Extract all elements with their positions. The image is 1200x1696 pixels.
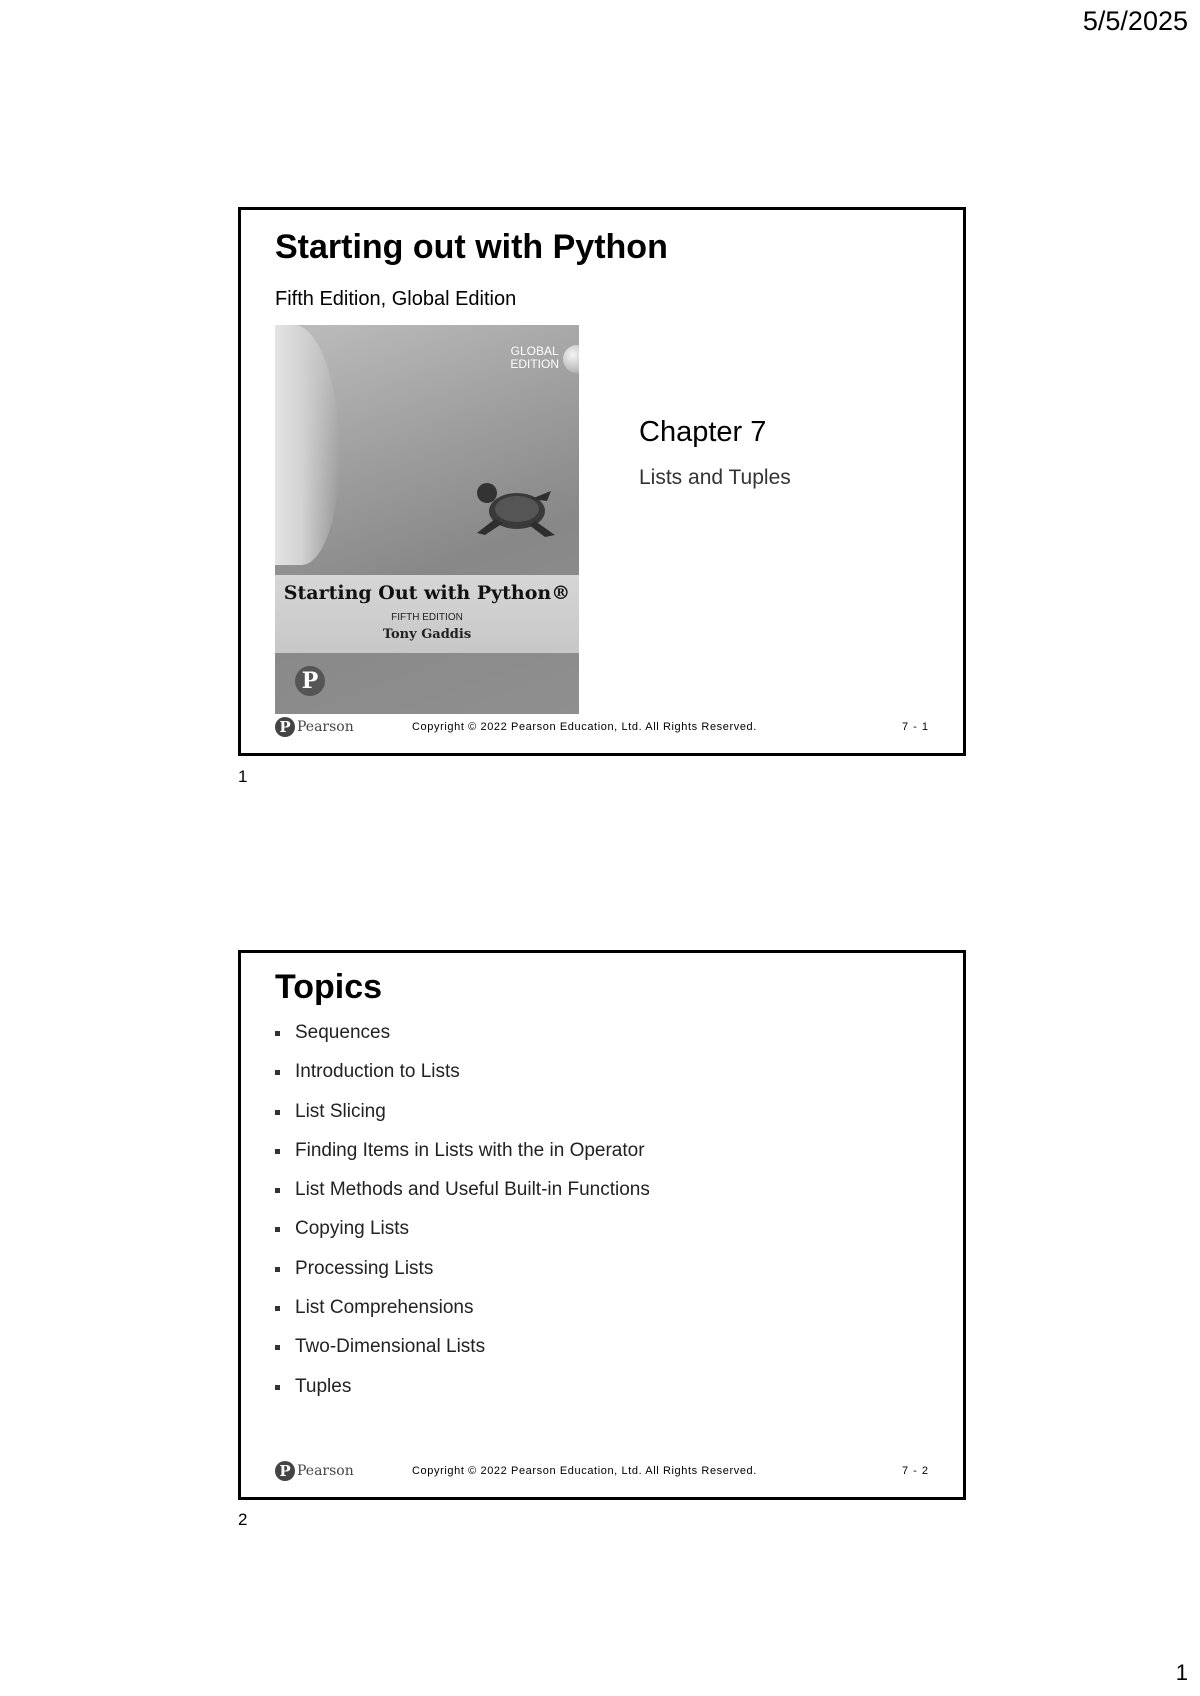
list-item: Finding Items in Lists with the in Operator	[275, 1139, 650, 1178]
pearson-logo: P Pearson	[275, 717, 354, 737]
cover-author: Tony Gaddis	[382, 627, 472, 642]
list-item: Two-Dimensional Lists	[275, 1335, 650, 1374]
pearson-logo-icon: P	[295, 666, 325, 696]
bullet-icon	[275, 1070, 280, 1075]
bullet-icon	[275, 1031, 280, 1036]
bullet-icon	[275, 1385, 280, 1390]
book-cover-image	[275, 325, 579, 714]
slide-label: 1	[238, 767, 248, 786]
slide-2	[238, 950, 966, 1500]
slide-title: Topics	[275, 968, 383, 1006]
global-edition-badge: GLOBAL EDITION	[510, 344, 559, 371]
pearson-p-icon: P	[275, 717, 295, 737]
list-item: List Methods and Useful Built-in Functions	[275, 1178, 650, 1217]
list-item: Processing Lists	[275, 1257, 650, 1296]
slide-number: 7 - 1	[901, 721, 929, 733]
chapter-heading: Chapter 7	[639, 416, 767, 448]
copyright-notice: Copyright © 2022 Pearson Education, Ltd. All Rights Reserved.	[412, 721, 757, 733]
slide-label: 2	[238, 1510, 248, 1529]
cover-title-band	[275, 575, 579, 653]
cover-title: Starting Out with Python®	[283, 582, 571, 604]
slide-subtitle: Fifth Edition, Global Edition	[275, 288, 517, 310]
bullet-icon	[275, 1267, 280, 1272]
bullet-icon	[275, 1110, 280, 1115]
list-item: Introduction to Lists	[275, 1060, 650, 1099]
pearson-logo: P Pearson	[275, 1461, 354, 1481]
pearson-p-icon: P	[275, 1461, 295, 1481]
cover-edition: FIFTH EDITION	[391, 612, 463, 623]
slide-1	[238, 207, 966, 756]
print-date: 5/5/2025	[1082, 6, 1188, 36]
page-number: 1	[1175, 1660, 1188, 1685]
surf-wave	[275, 325, 340, 565]
slide-title: Starting out with Python	[275, 228, 668, 266]
bullet-icon	[275, 1227, 280, 1232]
topics-list	[275, 1021, 650, 1414]
list-item: Copying Lists	[275, 1217, 650, 1256]
bullet-icon	[275, 1345, 280, 1350]
turtle-icon	[465, 473, 560, 543]
list-item: Tuples	[275, 1375, 650, 1414]
bullet-icon	[275, 1149, 280, 1154]
list-item: Sequences	[275, 1021, 650, 1060]
bullet-icon	[275, 1188, 280, 1193]
copyright-notice: Copyright © 2022 Pearson Education, Ltd. All Rights Reserved.	[412, 1465, 757, 1477]
slide-footer	[275, 1461, 929, 1487]
slide-footer	[275, 717, 929, 743]
bullet-icon	[275, 1306, 280, 1311]
globe-icon	[563, 345, 579, 373]
chapter-subtitle: Lists and Tuples	[639, 466, 791, 489]
list-item: List Slicing	[275, 1100, 650, 1139]
slide-number: 7 - 2	[901, 1465, 929, 1477]
list-item: List Comprehensions	[275, 1296, 650, 1335]
